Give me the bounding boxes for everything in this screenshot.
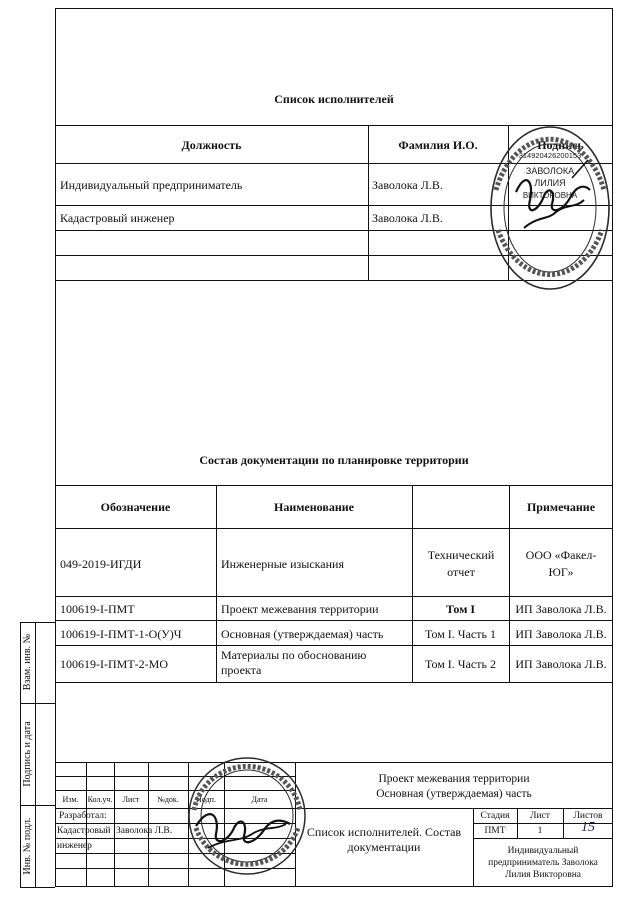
table-line	[55, 528, 613, 529]
seal-firstname: ЛИЛИЯ	[534, 178, 566, 188]
stage-header: Стадия	[480, 811, 510, 821]
stamp-line	[55, 762, 613, 763]
executor-position: Индивидуальный предприниматель	[60, 178, 243, 192]
executor-name: Заволока Л.В.	[372, 178, 443, 192]
change-header: Дата	[251, 795, 268, 804]
stage-value: ПМТ	[484, 826, 506, 836]
side-strip-line	[35, 622, 36, 887]
doc-type: Том I	[445, 602, 476, 616]
table-line	[55, 485, 613, 486]
doc-code: 100619-I-ПМТ-1-О(У)Ч	[60, 627, 182, 641]
doc-note: ИП Заволока Л.В.	[515, 602, 607, 616]
table-line	[55, 682, 613, 683]
table-line	[55, 596, 613, 597]
developer-role: Кадастровый	[57, 826, 111, 836]
stamp-line	[114, 762, 115, 887]
stamp-project-title: Проект межевания территории	[378, 773, 530, 785]
doc-code: 100619-I-ПМТ	[60, 602, 135, 616]
executor-position: Кадастровый инженер	[60, 211, 175, 225]
composition-title: Состав документации по планировке территории	[199, 453, 469, 467]
stamp-project-subtitle: Основная (утверждаемая) часть	[376, 788, 532, 800]
composition-header-name: Наименование	[274, 500, 354, 514]
doc-type: Том I. Часть 2	[425, 657, 496, 671]
developer-role: инженер	[57, 841, 92, 851]
stamp-line	[473, 838, 613, 839]
developed-label: Разработал:	[59, 811, 107, 821]
stamp-line	[55, 808, 613, 809]
doc-name: Проект межевания территории	[221, 602, 379, 616]
sheets-header: Листов	[573, 811, 603, 821]
doc-name: Инженерные изыскания	[221, 557, 344, 571]
sheets-value: 15	[581, 820, 595, 835]
table-line	[216, 485, 217, 682]
doc-type: Том I. Часть 1	[425, 627, 496, 641]
doc-note: ООО «Факел-ЮГ»	[525, 548, 597, 579]
doc-code: 049-2019-ИГДИ	[60, 557, 142, 571]
side-strip-line	[20, 887, 55, 888]
doc-note: ИП Заволока Л.В.	[515, 657, 607, 671]
doc-name: Основная (утверждаемая) часть	[221, 627, 384, 641]
doc-code: 100619-I-ПМТ-2-МО	[60, 657, 168, 671]
change-header: №док.	[157, 795, 179, 804]
stamp-line	[148, 762, 149, 887]
change-header: Изм.	[62, 795, 79, 804]
sheet-header: Лист	[530, 811, 550, 821]
seal-ogrnip: 314920426200153	[518, 151, 582, 160]
doc-type: Технический отчет	[427, 548, 495, 579]
seal-patronymic: ВИКТОРОВНА	[522, 191, 578, 200]
sheet-title: Список исполнителей. Состав документации	[306, 825, 462, 854]
table-line	[55, 620, 613, 621]
developer-name: Заволока Л.В.	[116, 826, 173, 836]
executor-name: Заволока Л.В.	[372, 211, 443, 225]
side-label-vzam: Взам. инв. №	[22, 633, 33, 691]
composition-header-note: Примечание	[526, 500, 596, 514]
composition-header-code: Обозначение	[100, 500, 171, 514]
side-label-podpis: Подпись и дата	[22, 721, 33, 787]
table-line	[509, 485, 510, 682]
seal-surname: ЗАВОЛОКА	[525, 166, 575, 176]
side-label-inv: Инв. № подл.	[22, 817, 33, 875]
change-header: Лист	[122, 795, 140, 804]
change-header: Кол.уч.	[87, 795, 113, 804]
executors-header-name: Фамилия И.О.	[398, 138, 478, 152]
executors-header-position: Должность	[181, 138, 242, 152]
change-header: Подп.	[196, 795, 216, 804]
seal-stamp-titleblock	[186, 752, 308, 880]
stamp-line	[86, 762, 87, 887]
sheet-value: 1	[537, 826, 543, 836]
side-strip-line	[20, 622, 21, 887]
executors-header-signature: Подпись	[537, 138, 584, 152]
doc-name: Материалы по обоснованию проекта	[221, 648, 367, 677]
seal-stamp-executors	[486, 120, 614, 295]
doc-note: ИП Заволока Л.В.	[515, 627, 607, 641]
organization: Индивидуальный предприниматель Заволока Лилия Викторовна	[488, 846, 598, 880]
table-line	[55, 645, 613, 646]
executors-title: Список исполнителей	[274, 92, 394, 106]
table-line	[412, 485, 413, 682]
